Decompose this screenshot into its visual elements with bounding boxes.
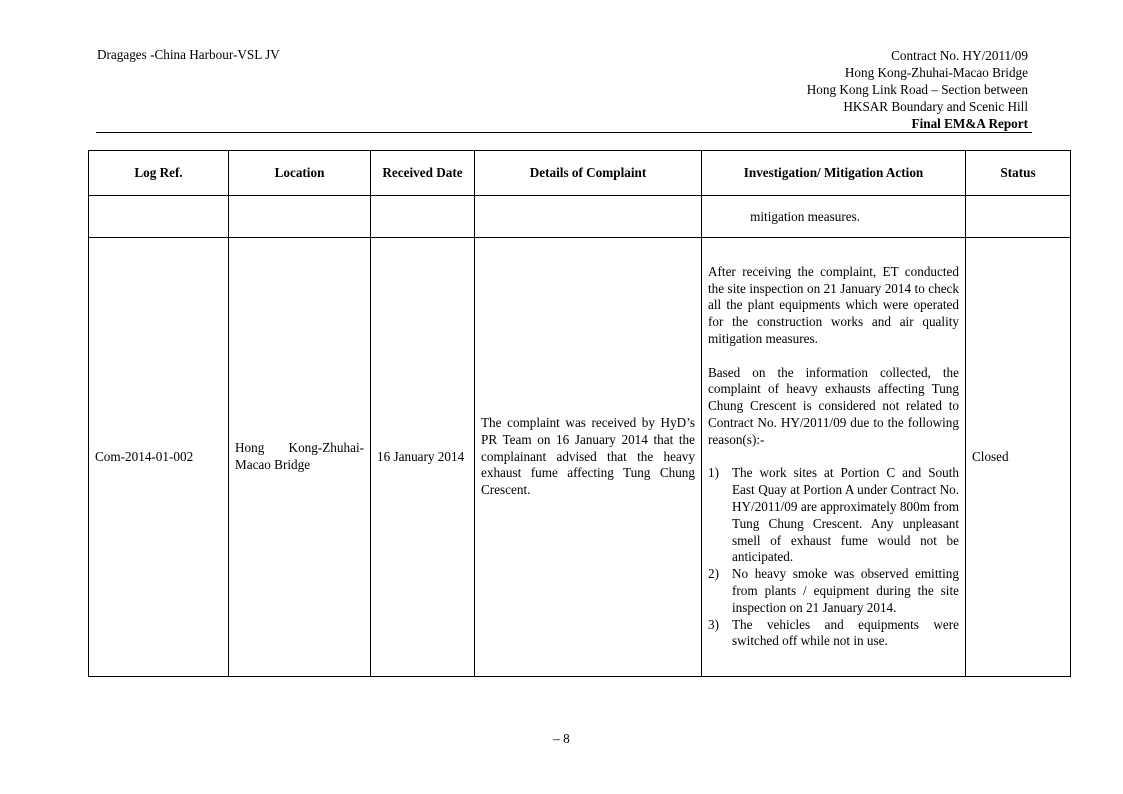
status-cell: Closed bbox=[966, 238, 1071, 677]
company-name: Dragages -China Harbour-VSL JV bbox=[97, 47, 280, 62]
report-title: Final EM&A Report bbox=[911, 116, 1028, 131]
list-item-text: No heavy smoke was observed emitting from plants / equipment during the site inspection on 21 January 2014. bbox=[732, 566, 959, 615]
column-header-investigation: Investigation/ Mitigation Action bbox=[702, 151, 966, 196]
column-header-received-date: Received Date bbox=[371, 151, 475, 196]
table-cell bbox=[89, 196, 229, 238]
project-name-line-2: Hong Kong Link Road – Section between bbox=[806, 82, 1028, 97]
table-row bbox=[89, 238, 1071, 677]
reasons-list bbox=[708, 465, 959, 650]
page-number: – 8 bbox=[553, 731, 570, 746]
continuation-text: mitigation measures. bbox=[702, 196, 966, 238]
header-divider bbox=[96, 132, 1032, 133]
column-header-log-ref: Log Ref. bbox=[89, 151, 229, 196]
list-item-text: The vehicles and equipments were switched off while not in use. bbox=[732, 616, 959, 649]
table-cell bbox=[371, 196, 475, 238]
list-item-number: 3) bbox=[708, 616, 719, 632]
table-cell bbox=[966, 196, 1071, 238]
column-header-details: Details of Complaint bbox=[475, 151, 702, 196]
list-item bbox=[708, 617, 959, 651]
investigation-paragraph-2: Based on the information collected, the complaint of heavy exhausts affecting Tung Chung Crescent is considered not related to Contract No. HY/2011/09 due to the following reason(s):- bbox=[708, 364, 959, 447]
details-cell: The complaint was received by HyD’s PR Team on 16 January 2014 that the complainant advised that the heavy exhaust fume affecting Tung Chung Crescent. bbox=[475, 238, 702, 677]
log-ref-cell: Com-2014-01-002 bbox=[89, 238, 229, 677]
table-row-continuation bbox=[89, 196, 1071, 238]
list-item bbox=[708, 566, 959, 616]
location-cell: Hong Kong-Zhuhai-Macao Bridge bbox=[229, 238, 371, 677]
column-header-location: Location bbox=[229, 151, 371, 196]
received-date-cell: 16 January 2014 bbox=[371, 238, 475, 677]
list-item-text: The work sites at Portion C and South East Quay at Portion A under Contract No. HY/2011/09 are approximately 800m from Tung Chung Crescent. Any unpleasant smell of exhaust fume would not be anticipated. bbox=[732, 465, 959, 565]
table-cell bbox=[229, 196, 371, 238]
project-name-line-3: HKSAR Boundary and Scenic Hill bbox=[843, 99, 1028, 114]
list-item-number: 1) bbox=[708, 465, 719, 481]
column-header-status: Status bbox=[966, 151, 1071, 196]
investigation-paragraph-1: After receiving the complaint, ET conducted the site inspection on 21 January 2014 to check all the plant equipments which were operated for the construction works and air quality mitigation measures. bbox=[708, 263, 959, 347]
table-cell bbox=[475, 196, 702, 238]
project-name-line-1: Hong Kong-Zhuhai-Macao Bridge bbox=[844, 65, 1028, 80]
list-item bbox=[708, 465, 959, 566]
table-header-row bbox=[89, 151, 1071, 196]
contract-number: Contract No. HY/2011/09 bbox=[891, 48, 1028, 63]
investigation-cell bbox=[702, 238, 966, 677]
complaint-log-table bbox=[88, 150, 1071, 677]
report-header-block bbox=[807, 47, 1028, 132]
list-item-number: 2) bbox=[708, 566, 719, 582]
